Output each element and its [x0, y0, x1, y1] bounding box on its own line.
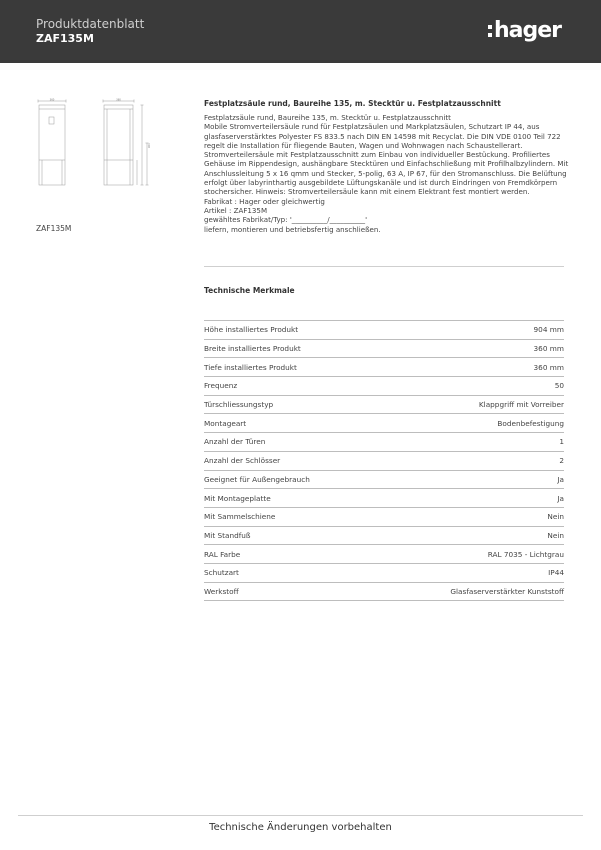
table-row: [204, 452, 564, 471]
spec-label: Mit Standfuß: [204, 530, 251, 540]
section-divider: [204, 266, 564, 267]
table-row: [204, 377, 564, 396]
spec-value: 360 mm: [533, 344, 564, 354]
table-row: [204, 564, 564, 583]
spec-label: Breite installiertes Produkt: [204, 344, 301, 354]
spec-label: Schutzart: [204, 568, 239, 578]
table-row: [204, 583, 564, 602]
spec-label: Türschliessungstyp: [204, 400, 274, 410]
spec-value: 2: [559, 456, 564, 466]
drawing-dim-width: 360: [49, 98, 55, 102]
table-row: [204, 471, 564, 490]
product-code-title: ZAF135M: [36, 32, 94, 45]
table-row: [204, 396, 564, 415]
spec-label: Werkstoff: [204, 586, 239, 596]
spec-value: Nein: [547, 512, 564, 522]
spec-value: Ja: [557, 493, 564, 503]
spec-value: Ja: [557, 474, 564, 484]
spec-label: Tiefe installiertes Produkt: [204, 362, 297, 372]
drawing-dim-depth: 360: [116, 98, 121, 102]
spec-label: Mit Montageplatte: [204, 493, 271, 503]
table-row: [204, 508, 564, 527]
spec-value: 904 mm: [533, 325, 564, 335]
table-row: [204, 433, 564, 452]
brand-name: hager: [493, 18, 561, 43]
footer-note: Technische Änderungen vorbehalten: [209, 822, 392, 833]
spec-value: Glasfaserverstärkter Kunststoff: [450, 586, 564, 596]
spec-label: Geeignet für Außengebrauch: [204, 474, 310, 484]
table-row: [204, 358, 564, 377]
spec-label: Anzahl der Türen: [204, 437, 266, 447]
table-row: [204, 414, 564, 433]
spec-value: Nein: [547, 530, 564, 540]
spec-label: Frequenz: [204, 381, 238, 391]
spec-value: 50: [554, 381, 564, 391]
technical-specs-table: [204, 320, 564, 601]
drawing-dim-height: 904: [148, 143, 151, 148]
brand-logo: [488, 18, 561, 44]
spec-label: Montageart: [204, 418, 247, 428]
spec-label: RAL Farbe: [204, 549, 241, 559]
spec-value: 360 mm: [533, 362, 564, 372]
spec-value: Klappgriff mit Vorreiber: [478, 400, 564, 410]
table-row: [204, 545, 564, 564]
spec-label: Anzahl der Schlösser: [204, 456, 281, 466]
table-row: [204, 320, 564, 340]
document-type: Produktdatenblatt: [36, 17, 145, 31]
table-row: [204, 489, 564, 508]
spec-label: Mit Sammelschiene: [204, 512, 276, 522]
table-row: [204, 527, 564, 546]
spec-value: Bodenbefestigung: [497, 418, 564, 428]
description-title: Festplatzsäule rund, Baureihe 135, m. Stecktür u. Festplatzausschnitt: [204, 99, 501, 108]
spec-label: Höhe installiertes Produkt: [204, 325, 299, 335]
page-header: [0, 0, 601, 63]
description-body: Festplatzsäule rund, Baureihe 135, m. Stecktür u. Festplatzausschnitt Mobile Stromverteilersäule rund für Festplatzsäulen und Markplatzsäulen, Schutzart IP 44, aus glasfaserverstärktes Polyester FS 833.5 nach DIN EN 14598 mit Recyclat. Die DIN VDE 0100 Teil 722 regelt die Installation für fliegende Bauten, Wagen und Wohnwagen nach Schaustellerart. Stromverteilersäule mit Festplatzausschnitt zum Einbau von individueller Bestückung. Profiliertes Gehäuse im Rippendesign, aushängbare Stecktüren und Einfachschließung mit Profilhalbzylindern. Mit Anschlussleitung 5 x 16 qmm und Stecker, 5-polig, 63 A, IP 67, für den Stromanschluss. Die Belüftung erfolgt über labyrinthartig ausgebildete Lüftungskanäle und ist durch Eindringen von Fremdkörpern stochersicher. Hinweis: Stromverteilersäule kann mit einem Elektrant fest montiert werden. Fabrikat : Hager oder gleichwertig Artikel : ZAF135M gewähltes Fabrikat/Typ: '__________/__________' liefern, montieren und betriebsfertig anschließen.: [204, 113, 569, 234]
product-label: ZAF135M: [36, 224, 72, 233]
product-technical-drawing: [34, 98, 160, 188]
table-row: [204, 340, 564, 359]
spec-value: 1: [559, 437, 564, 447]
spec-value: RAL 7035 - Lichtgrau: [487, 549, 564, 559]
technical-section-title: Technische Merkmale: [204, 286, 295, 295]
footer-divider: [18, 815, 583, 816]
logo-dots-icon: [488, 25, 492, 37]
spec-value: IP44: [548, 568, 564, 578]
